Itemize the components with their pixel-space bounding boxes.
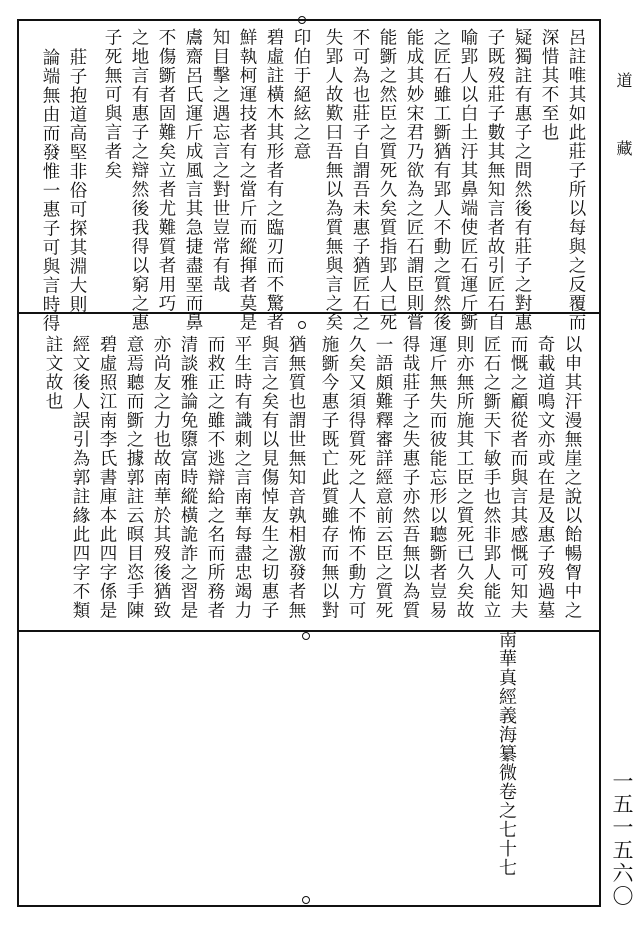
text-column: 運斤無失而彼能忘形以聽斵者豈易 bbox=[427, 335, 447, 620]
binding-hole bbox=[302, 896, 310, 904]
text-column: 印伯于絕絃之意 bbox=[291, 28, 311, 161]
margin-label: 道 bbox=[614, 72, 633, 88]
text-column: 清談雅論免隳富時縱橫詭詐之習是 bbox=[178, 335, 198, 620]
text-column: 不傷斵者固難矣立者尤難質者用巧 bbox=[156, 28, 176, 313]
text-column: 久矣又須得質死之人不怖不動方可 bbox=[346, 335, 366, 620]
text-column: 得哉莊子之失惠子亦然吾無以為質 bbox=[400, 335, 420, 620]
text-column: 經文後人誤引為郭註緣此四字不類 bbox=[70, 335, 90, 620]
binding-hole bbox=[298, 16, 306, 24]
page-number: 一五一五六〇 bbox=[610, 770, 634, 908]
text-column: 平生時有識刺之言南華每盡忠竭力 bbox=[232, 335, 252, 620]
text-column: 註文故也 bbox=[43, 335, 63, 411]
text-column: 能斵之然臣之質死久矣質指郢人已死 bbox=[377, 28, 397, 332]
text-column: 一語頗難釋審詳經意前云臣之質死 bbox=[373, 335, 393, 620]
text-column: 之匠石雖工斵猶有郢人不動之質然後 bbox=[431, 28, 451, 332]
text-column: 以申其汗漫無崖之說以飴暢胷中之 bbox=[562, 335, 582, 620]
margin-label: 藏 bbox=[614, 140, 633, 156]
text-column: 子死無可與言者矣 bbox=[102, 28, 122, 180]
text-column: 鬳齋呂氏運斤成風言其急捷盡堊而鼻 bbox=[183, 28, 203, 332]
text-column: 而救正之雖不逃辯給之名而所務者 bbox=[205, 335, 225, 620]
text-column: 疑獨註有惠子之問然後有莊子之對惠 bbox=[512, 28, 532, 332]
text-column: 碧虛註橫木其形者有之臨刃而不驚者 bbox=[264, 28, 284, 332]
text-column: 猶無質也謂世無知音孰相激發者無 bbox=[286, 335, 306, 620]
text-column: 而慨之顧從者而與言其感慨可知夫 bbox=[508, 335, 528, 620]
binding-hole bbox=[302, 632, 310, 640]
text-column: 鮮執柯運技者有之當斤而縱揮者莫是 bbox=[237, 28, 257, 332]
text-column: 碧虛照江南李氏書庫本此四字係是 bbox=[97, 335, 117, 620]
chapter-title: 南華真經義海纂微卷之七十七 bbox=[496, 630, 517, 877]
text-column: 與言之矣有以見傷悼友生之切惠子 bbox=[259, 335, 279, 620]
binding-hole bbox=[298, 321, 306, 329]
text-column: 莊子抱道高堅非俗可探其淵大則 bbox=[67, 48, 87, 314]
text-column: 知目擊之遇忘言之對世豈常有哉 bbox=[210, 28, 230, 294]
text-column: 奇載道鳴文亦或在是及惠子歿過墓 bbox=[535, 335, 555, 620]
text-column: 子既歿莊子數其無知言者故引匠石自 bbox=[485, 28, 505, 332]
text-column: 意焉聽而斵之據郭註云暝目恣手陳 bbox=[124, 335, 144, 620]
text-column: 能成其妙宋君乃欲為之匠石謂臣則嘗 bbox=[404, 28, 424, 332]
text-column: 深惜其不至也 bbox=[539, 28, 559, 142]
text-column: 不可為也莊子自謂吾未惠子猶匠石之 bbox=[350, 28, 370, 332]
text-column: 匠石之斵天下敏手也然非郢人能立 bbox=[481, 335, 501, 620]
text-column: 則亦無所施其工臣之質死已久矣故 bbox=[454, 335, 474, 620]
text-column: 呂註唯其如此莊子所以每與之反覆而 bbox=[566, 28, 586, 332]
text-column: 論端無由而發惟一惠子可與言時得 bbox=[40, 48, 60, 333]
text-column: 喻郢人以白土汙其鼻端使匠石運斤斵 bbox=[458, 28, 478, 332]
text-column: 之地言有惠子之辯然後我得以窮之惠 bbox=[129, 28, 149, 332]
text-column: 失郢人故歎曰吾無以為質無與言之矣 bbox=[323, 28, 343, 332]
text-column: 施斵今惠子既亡此質雖存而無以對 bbox=[319, 335, 339, 620]
text-column: 亦尚友之力也故南華於其歿後猶致 bbox=[151, 335, 171, 620]
